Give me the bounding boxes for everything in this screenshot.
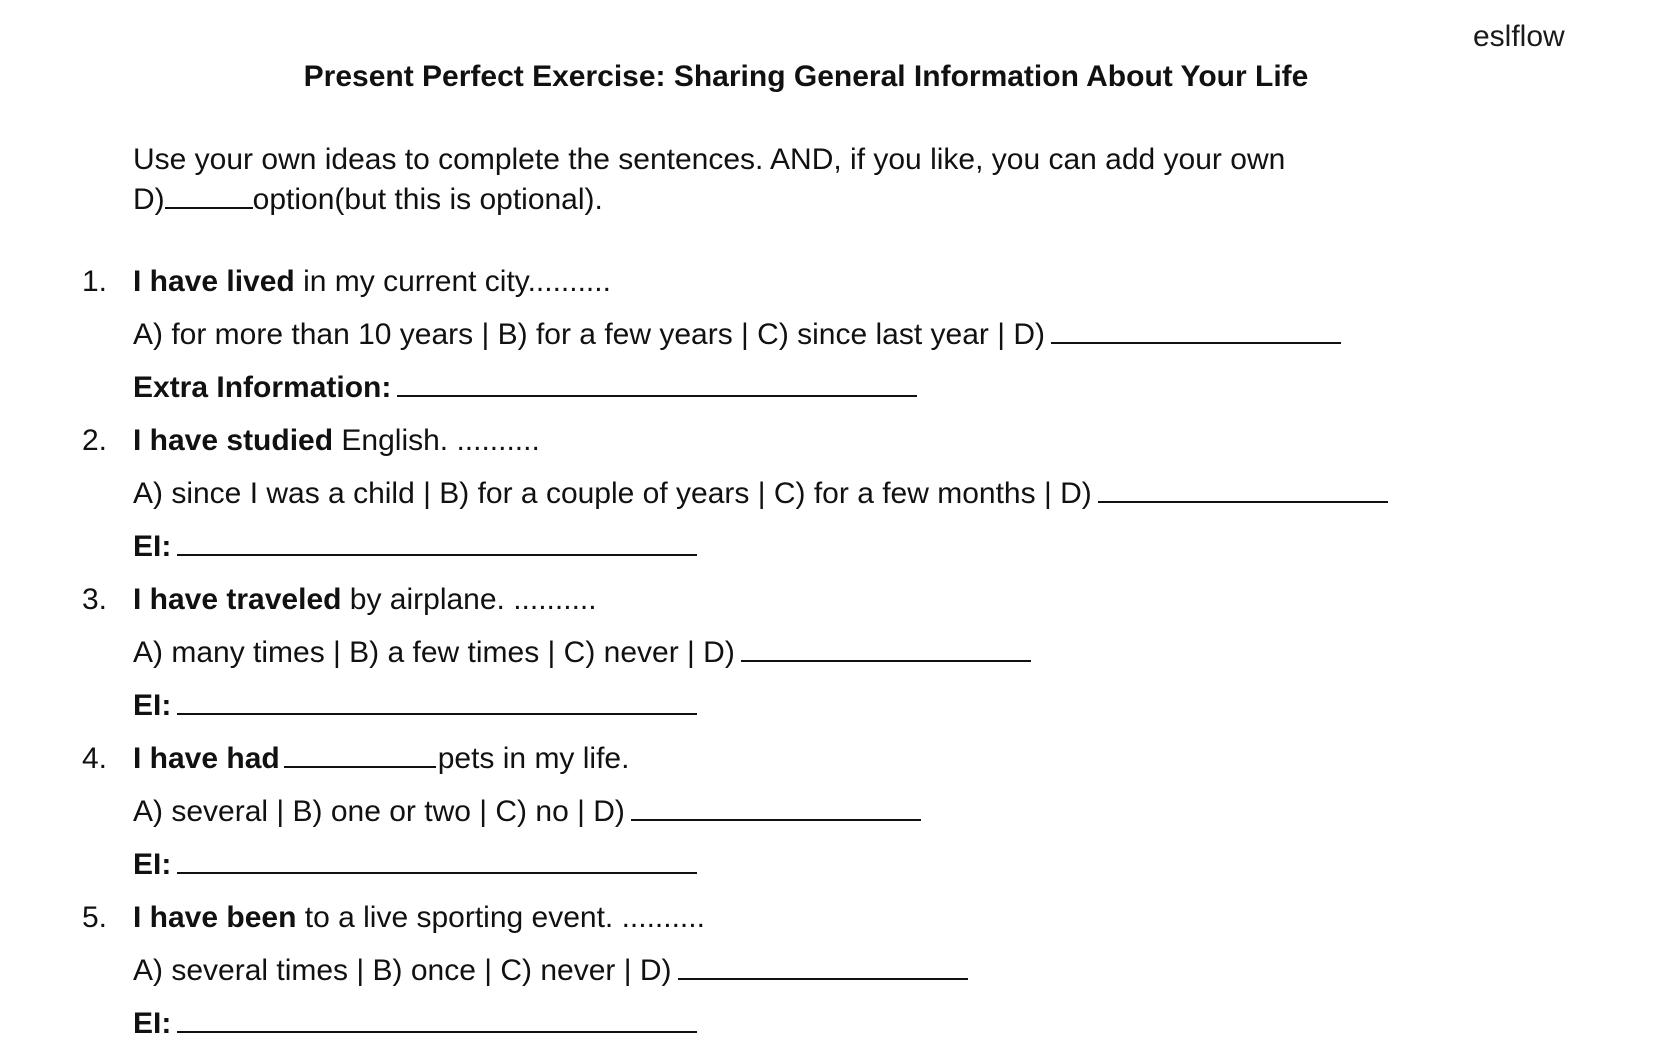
instructions-d-prefix: D): [133, 183, 165, 216]
instructions: [133, 140, 1433, 220]
option-d-blank[interactable]: [741, 634, 1031, 662]
options-text: A) several times | B) once | C) never | D): [133, 954, 672, 987]
question-list: [0, 258, 1656, 1053]
question-prompt: [0, 258, 1656, 311]
extra-info-row: [0, 682, 1656, 735]
instructions-d-blank: [165, 183, 253, 209]
extra-info-label: EI:: [133, 530, 172, 563]
question-item-5: [0, 894, 1656, 1053]
question-number: 5.: [82, 901, 108, 934]
question-verb: I have had: [133, 742, 280, 775]
brand-logo-text: eslflow: [1473, 20, 1565, 53]
question-verb: I have lived: [133, 265, 295, 298]
question-prompt: [0, 417, 1656, 470]
options-text: A) several | B) one or two | C) no | D): [133, 795, 625, 828]
question-verb: I have been: [133, 901, 297, 934]
question-item-4: [0, 735, 1656, 894]
question-number: 4.: [82, 742, 108, 775]
question-rest: by airplane. ..........: [341, 583, 597, 616]
options-text: A) for more than 10 years | B) for a few years | C) since last year | D): [133, 318, 1046, 351]
question-rest: English. ..........: [333, 424, 540, 457]
question-verb: I have traveled: [133, 583, 342, 616]
extra-info-row: [0, 523, 1656, 576]
question-rest: pets in my life.: [437, 742, 630, 775]
extra-info-label: EI:: [133, 848, 172, 881]
question-item-1: [0, 258, 1656, 417]
extra-info-row: [0, 364, 1656, 417]
pets-count-blank[interactable]: [284, 740, 436, 768]
question-verb: I have studied: [133, 424, 334, 457]
instructions-d-suffix: option(but this is optional).: [252, 183, 603, 216]
question-item-3: [0, 576, 1656, 735]
question-prompt: [0, 576, 1656, 629]
question-options: [0, 311, 1656, 364]
extra-info-row: [0, 1000, 1656, 1053]
extra-info-blank[interactable]: [177, 846, 697, 874]
options-text: A) many times | B) a few times | C) never | D): [133, 636, 735, 669]
extra-info-row: [0, 841, 1656, 894]
question-item-2: [0, 417, 1656, 576]
extra-info-blank[interactable]: [397, 369, 917, 397]
extra-info-label: EI:: [133, 689, 172, 722]
question-prompt: [0, 735, 1656, 788]
extra-info-label: EI:: [133, 1007, 172, 1040]
question-rest: in my current city..........: [294, 265, 611, 298]
question-options: [0, 947, 1656, 1000]
question-number: 3.: [82, 583, 108, 616]
extra-info-blank[interactable]: [177, 1005, 697, 1033]
question-prompt: [0, 894, 1656, 947]
option-d-blank[interactable]: [678, 952, 968, 980]
option-d-blank[interactable]: [631, 793, 921, 821]
options-text: A) since I was a child | B) for a couple of years | C) for a few months | D): [133, 477, 1092, 510]
question-rest: to a live sporting event. ..........: [296, 901, 705, 934]
option-d-blank[interactable]: [1098, 475, 1388, 503]
extra-info-label: Extra Information:: [133, 371, 392, 404]
question-options: [0, 788, 1656, 841]
option-d-blank[interactable]: [1051, 316, 1341, 344]
extra-info-blank[interactable]: [177, 687, 697, 715]
question-options: [0, 629, 1656, 682]
extra-info-blank[interactable]: [177, 528, 697, 556]
question-options: [0, 470, 1656, 523]
instructions-text: Use your own ideas to complete the sentences. AND, if you like, you can add your own: [133, 143, 1286, 176]
question-number: 2.: [82, 424, 108, 457]
question-number: 1.: [82, 265, 108, 298]
page-title: Present Perfect Exercise: Sharing General Information About Your Life: [303, 60, 1309, 93]
